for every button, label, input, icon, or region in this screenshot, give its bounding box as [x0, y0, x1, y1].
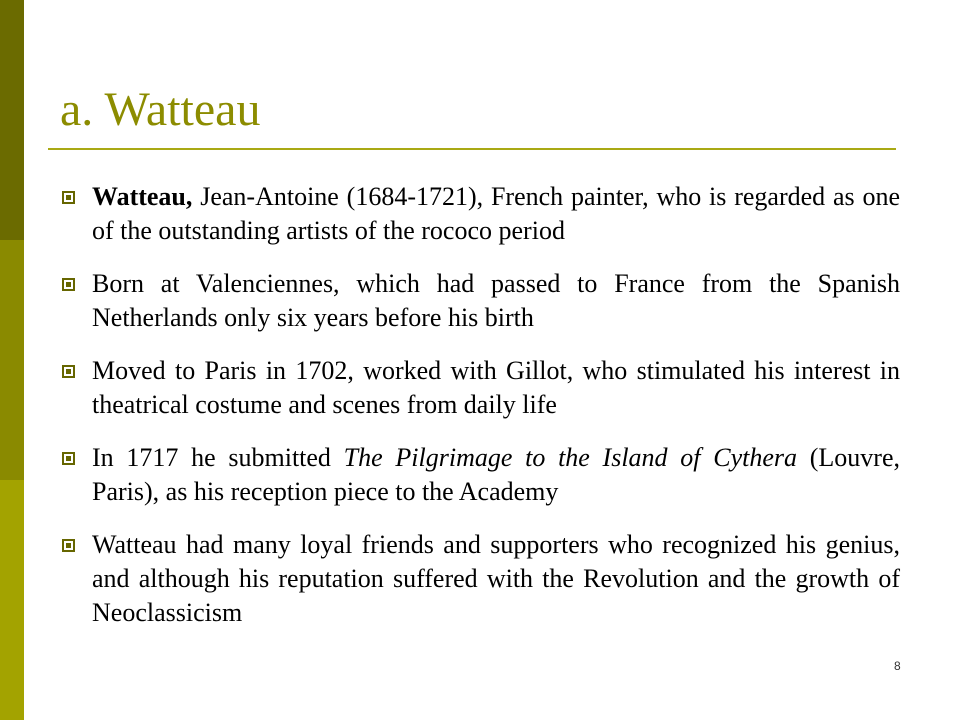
title-divider — [48, 148, 896, 150]
bullet-text: Jean-Antoine (1684-1721), French painter, who is regarded as one of the outstanding artists of the rococo period — [92, 182, 900, 245]
page-number: 8 — [894, 659, 901, 673]
side-bar-top — [0, 0, 24, 240]
bullet-list — [60, 180, 900, 649]
side-bar-middle — [0, 240, 24, 480]
bullet-text: In 1717 he submitted — [92, 443, 344, 472]
bullet-item — [60, 180, 900, 248]
artwork-title: The Pilgrimage to the Island of Cythera — [343, 443, 798, 472]
bullet-item — [60, 267, 900, 335]
bullet-item — [60, 528, 900, 630]
square-bullet-icon — [62, 278, 75, 291]
square-bullet-icon — [62, 191, 75, 204]
bullet-lead-bold: Watteau, — [92, 182, 193, 211]
side-bar-bottom — [0, 480, 24, 720]
bullet-text: Born at Valenciennes, which had passed to France from the Spanish Netherlands only six years before his birth — [92, 269, 900, 332]
bullet-item — [60, 354, 900, 422]
bullet-text: (Louvre, Paris), as his reception piece to the Academy — [92, 443, 900, 506]
square-bullet-icon — [62, 539, 75, 552]
bullet-text: Moved to Paris in 1702, worked with Gillot, who stimulated his interest in theatrical costume and scenes from daily life — [92, 356, 900, 419]
square-bullet-icon — [62, 452, 75, 465]
slide-title: a. Watteau — [60, 83, 261, 136]
square-bullet-icon — [62, 365, 75, 378]
bullet-item — [60, 441, 900, 509]
bullet-text: Watteau had many loyal friends and supporters who recognized his genius, and although his reputation suffered with the Revolution and the growth of Neoclassicism — [92, 530, 900, 627]
